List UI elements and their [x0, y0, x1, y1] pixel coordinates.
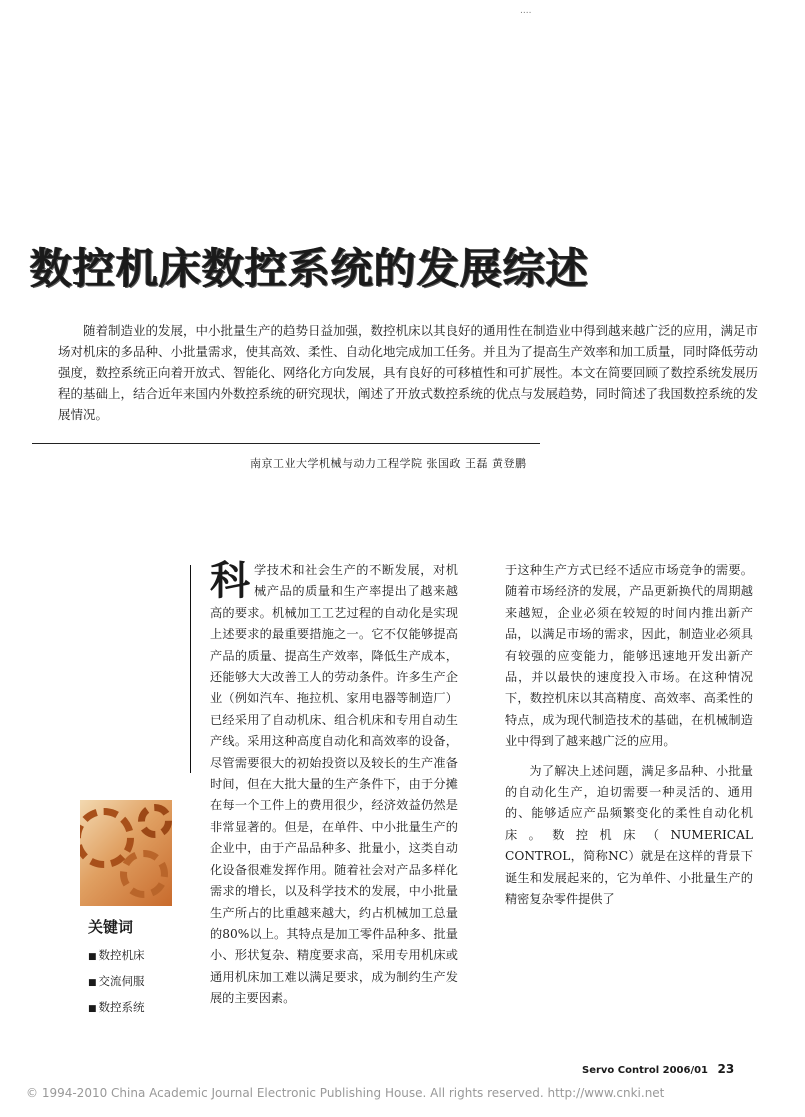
keyword-item: ■ 数控系统	[88, 995, 145, 1021]
keywords-heading: 关键词	[88, 918, 134, 936]
journal-footer	[582, 1062, 734, 1076]
gear-photo	[80, 800, 172, 906]
page-number: 23	[717, 1062, 735, 1076]
body-paragraph: 为了解决上述问题，满足多品种、小批量的自动化生产，迫切需要一种灵活的、通用的、能够适应产品频繁变化的柔性自动化机床。数控机床（NUMERICAL CONTROL，简称NC）就是在这样的背景下诞生和发展起来的，它为单件、小批量生产的精密复杂零件提供了	[505, 763, 753, 907]
author-line: 南京工业大学机械与动力工程学院 张国政 王磊 黄登鹏	[250, 457, 527, 470]
journal-issue: 2006/01	[662, 1065, 709, 1076]
top-mark: ....	[520, 6, 532, 16]
body-column-right	[505, 560, 753, 911]
body-column-left	[210, 560, 458, 1010]
article-title: 数控机床数控系统的发展综述	[30, 244, 590, 293]
abstract: 随着制造业的发展，中小批量生产的趋势日益加强，数控机床以其良好的通用性在制造业中得到越来越广泛的应用，满足市场对机床的多品种、小批量需求，使其高效、柔性、自动化地完成加工任务。并且为了提高生产效率和加工质量，同时降低劳动强度，数控系统正向着开放式、智能化、网络化方向发展，具有良好的可移植性和可扩展性。本文在简要回顾了数控系统发展历程的基础上，结合近年来国内外数控系统的研究现状，阐述了开放式数控系统的优点与发展趋势，同时简述了我国数控系统的发展情况。	[58, 323, 759, 422]
keyword-item: ■ 数控机床	[88, 943, 145, 969]
body-paragraph: 学技术和社会生产的不断发展，对机械产品的质量和生产率提出了越来越高的要求。机械加工工艺过程的自动化是实现上述要求的最重要措施之一。它不仅能够提高产品的质量、提高生产效率，降低生产成本，还能够大大改善工人的劳动条件。许多生产企业（例如汽车、拖拉机、家用电器等制造厂）已经采用了自动机床、组合机床和专用自动生产线。采用这种高度自动化和高效率的设备，尽管需要很大的初始投资以及较长的生产准备时间，但在大批大量的生产条件下，由于分摊在每一个工件上的费用很少，经济效益仍然是非常显著的。但是，在单件、中小批量生产的企业中，由于产品品种多、批量小，这类自动化设备很难发挥作用。随着社会对产品多样化需求的增长，以及科学技术的发展，中小批量生产所占的比重越来越大，约占机械加工总量的80%以上。其特点是加工零件品种多、批量小、形状复杂、精度要求高，采用专用机床或通用机床加工难以满足要求，成为制约生产发展的主要因素。	[210, 563, 458, 1006]
column-divider	[190, 565, 191, 773]
keyword-item: ■ 交流伺服	[88, 969, 145, 995]
drop-cap: 科	[210, 558, 250, 604]
keywords-list	[88, 943, 145, 1021]
gear-icon	[120, 850, 168, 898]
gear-icon	[138, 804, 172, 838]
copyright-notice: © 1994-2010 China Academic Journal Electronic Publishing House. All rights reserved. http://www.cnki.net	[26, 1086, 665, 1100]
divider-rule	[32, 443, 540, 444]
journal-name: Servo Control	[582, 1065, 660, 1076]
body-paragraph: 于这种生产方式已经不适应市场竞争的需要。随着市场经济的发展，产品更新换代的周期越来越短，企业必须在较短的时间内推出新产品，以满足市场的需求，因此，制造业必须具有较强的应变能力，能够迅速地开发出新产品，并以最快的速度投入市场。在这种情况下，数控机床以其高精度、高效率、高柔性的特点，成为现代制造技术的基础，在机械制造业中得到了越来越广泛的应用。	[505, 563, 753, 749]
